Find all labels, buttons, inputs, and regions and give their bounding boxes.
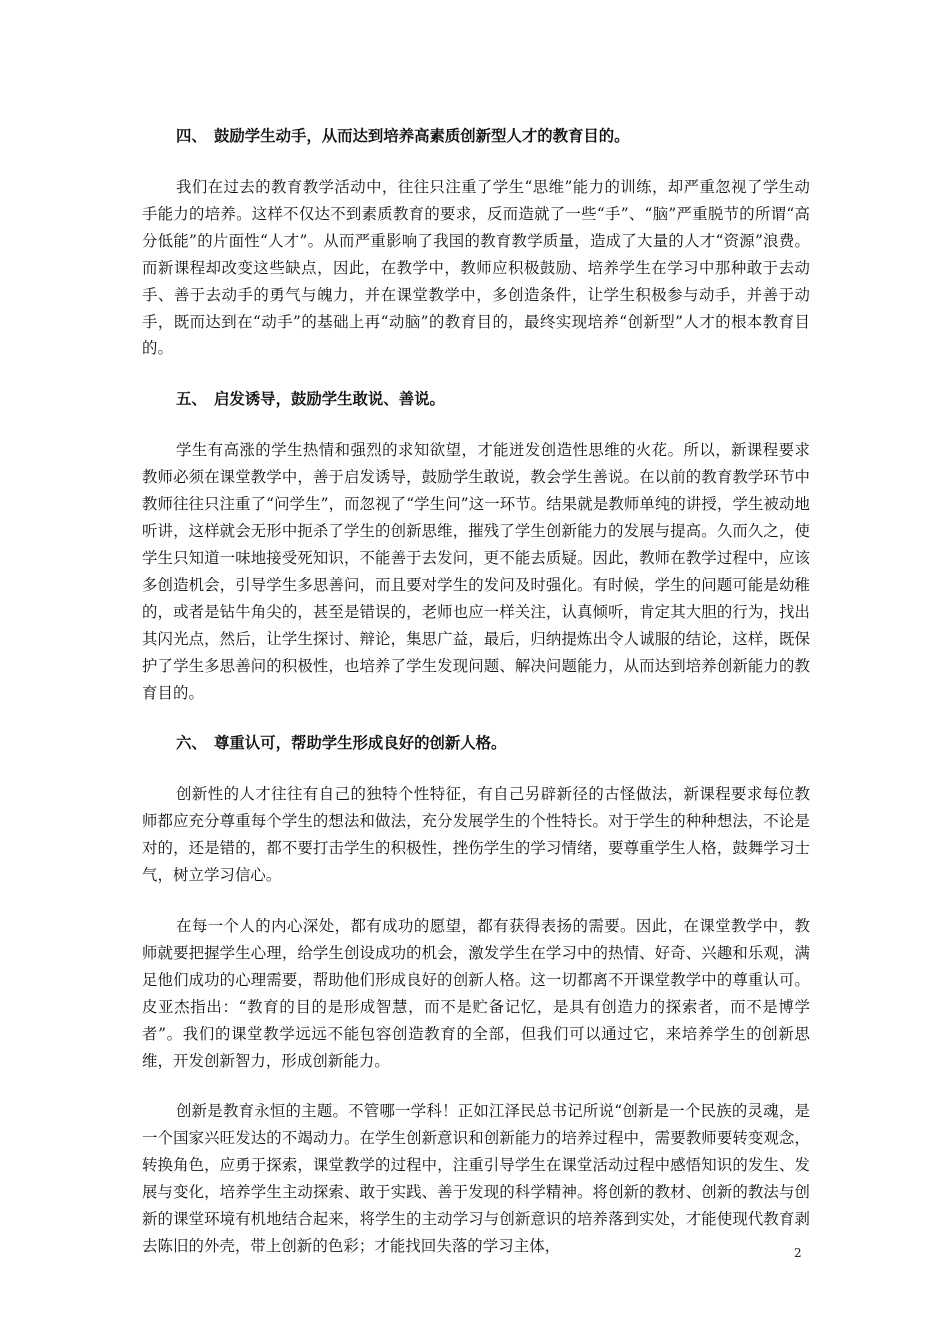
body-paragraph: 创新是教育永恒的主题。不管哪一学科！正如江泽民总书记所说“创新是一个民族的灵魂，是一个国家兴旺发达的不竭动力。在学生创新意识和创新能力的培养过程中，需要教师要转变观念，转换角色，应勇于探索，课堂教学的过程中，注重引导学生在课堂活动过程中感悟知识的发生、发展与变化，培养学生主动探索、敢于实践、善于发现的科学精神。将创新的教材、创新的教法与创新的课堂环境有机地结合起来，将学生的主动学习与创新意识的培养落到实处，才能使现代教育剥去陈旧的外壳，带上创新的色彩；才能找回失落的学习主体， — [142, 1102, 810, 1255]
section-number: 六、 — [176, 734, 207, 753]
body-paragraph: 在每一个人的内心深处，都有成功的愿望，都有获得表扬的需要。因此，在课堂教学中，教师就要把握学生心理，给学生创设成功的机会，激发学生在学习中的热情、好奇、兴趣和乐观，满足他们成功的心理需要，帮助他们形成良好的创新人格。这一切都离不开课堂教学中的尊重认可。皮亚杰指出：“教育的目的是形成智慧，而不是贮备记忆，是具有创造力的探索者，而不是博学者”。我们的课堂教学远远不能包容创造教育的全部，但我们可以通过它，来培养学生的创新思维，开发创新智力，形成创新能力。 — [142, 917, 810, 1070]
section-number: 四、 — [176, 127, 207, 145]
section-title: 启发诱导，鼓励学生敢说、善说。 — [214, 390, 445, 409]
page-number: 2 — [794, 1246, 802, 1260]
section-title: 尊重认可，帮助学生形成良好的创新人格。 — [214, 734, 507, 753]
section-heading — [142, 123, 810, 150]
section-heading — [142, 386, 810, 413]
section-title: 鼓励学生动手，从而达到培养高素质创新型人才的教育目的。 — [214, 127, 630, 145]
body-paragraph: 创新性的人才往往有自己的独特个性特征，有自己另辟新径的古怪做法，新课程要求每位教师都应充分尊重每个学生的想法和做法，充分发展学生的个性特长。对于学生的种种想法，不论是对的，还是错的，都不要打击学生的积极性，挫伤学生的学习情绪，要尊重学生人格，鼓舞学习士气，树立学习信心。 — [142, 785, 810, 885]
body-paragraph: 学生有高涨的学生热情和强烈的求知欲望，才能迸发创造性思维的火花。所以，新课程要求教师必须在课堂教学中，善于启发诱导，鼓励学生敢说，教会学生善说。在以前的教育教学环节中教师往往只注重了“问学生”，而忽视了“学生问”这一环节。结果就是教师单纯的讲授，学生被动地听讲，这样就会无形中扼杀了学生的创新思维，摧残了学生创新能力的发展与提高。久而久之，使学生只知道一味地接受死知识，不能善于去发问，更不能去质疑。因此，教师在教学过程中，应该多创造机会，引导学生多思善问，而且要对学生的发问及时强化。有时候，学生的问题可能是幼稚的，或者是钻牛角尖的，甚至是错误的，老师也应一样关注，认真倾听，肯定其大胆的行为，找出其闪光点，然后，让学生探讨、辩论，集思广益，最后，归纳提炼出令人诚服的结论，这样，既保护了学生多思善问的积极性，也培养了学生发现问题、解决问题能力，从而达到培养创新能力的教育目的。 — [142, 441, 810, 702]
document-body — [142, 123, 810, 1284]
section-number: 五、 — [176, 390, 207, 409]
body-paragraph: 我们在过去的教育教学活动中，往往只注重了学生“思维”能力的训练，却严重忽视了学生动手能力的培养。这样不仅达不到素质教育的要求，反而造就了一些“手”、“脑”严重脱节的所谓“高分低能”的片面性“人才”。从而严重影响了我国的教育教学质量，造成了大量的人才“资源”浪费。而新课程却改变这些缺点，因此，在教学中，教师应积极鼓励、培养学生在学习中那种敢于去动手、善于去动手的勇气与魄力，并在课堂教学中，多创造条件，让学生积极参与动手，并善于动手，既而达到在“动手”的基础上再“动脑”的教育目的，最终实现培养“创新型”人才的根本教育目的。 — [142, 178, 810, 358]
section-heading — [142, 730, 810, 757]
